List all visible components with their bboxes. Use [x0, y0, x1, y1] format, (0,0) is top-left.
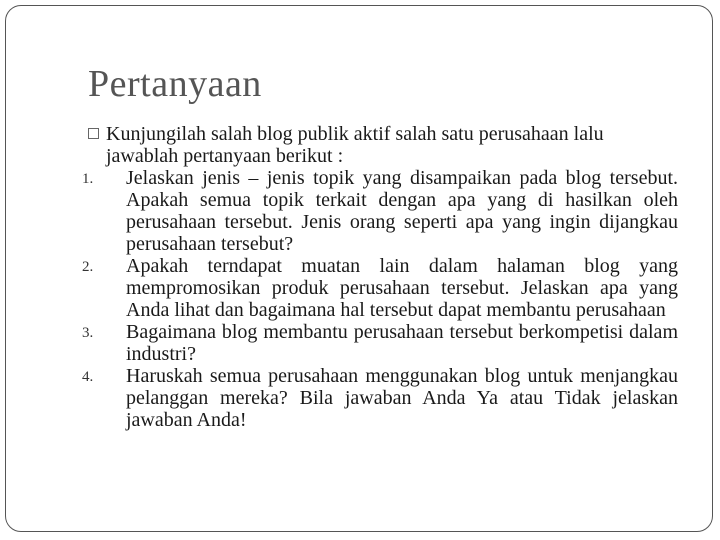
question-number: 1. — [82, 171, 94, 187]
question-text: Haruskah semua perusahaan menggunakan blog untuk menjangkau pelanggan mereka? Bila jawaban Anda Ya atau Tidak jelaskan jawaban Anda! — [126, 365, 678, 431]
intro-text: Kunjungilah salah blog publik aktif salah satu perusahaan lalu jawablah pertanyaan berikut : — [106, 123, 604, 167]
question-list — [82, 167, 678, 431]
question-text: Bagaimana blog membantu perusahaan tersebut berkompetisi dalam industri? — [126, 321, 678, 365]
slide-title: Pertanyaan — [88, 63, 262, 105]
question-text: Jelaskan jenis – jenis topik yang disampaikan pada blog tersebut. Apakah semua topik terkait dengan apa yang di hasilkan oleh perusahaan tersebut. Jenis orang seperti apa yang ingin dijangkau perusahaan tersebut? — [126, 167, 678, 255]
question-item — [82, 255, 678, 321]
slide-frame — [5, 5, 713, 532]
question-item — [82, 167, 678, 255]
question-number: 4. — [82, 369, 94, 385]
question-number: 3. — [82, 325, 94, 341]
question-item — [82, 365, 678, 431]
question-item — [82, 321, 678, 365]
slide-content — [82, 123, 678, 431]
question-text: Apakah terndapat muatan lain dalam halaman blog yang mempromosikan produk perusahaan tersebut. Jelaskan apa yang Anda lihat dan bagaimana hal tersebut dapat membantu perusahaan — [126, 255, 678, 321]
question-number: 2. — [82, 259, 94, 275]
square-bullet-icon — [88, 128, 99, 139]
intro-paragraph — [88, 123, 678, 167]
